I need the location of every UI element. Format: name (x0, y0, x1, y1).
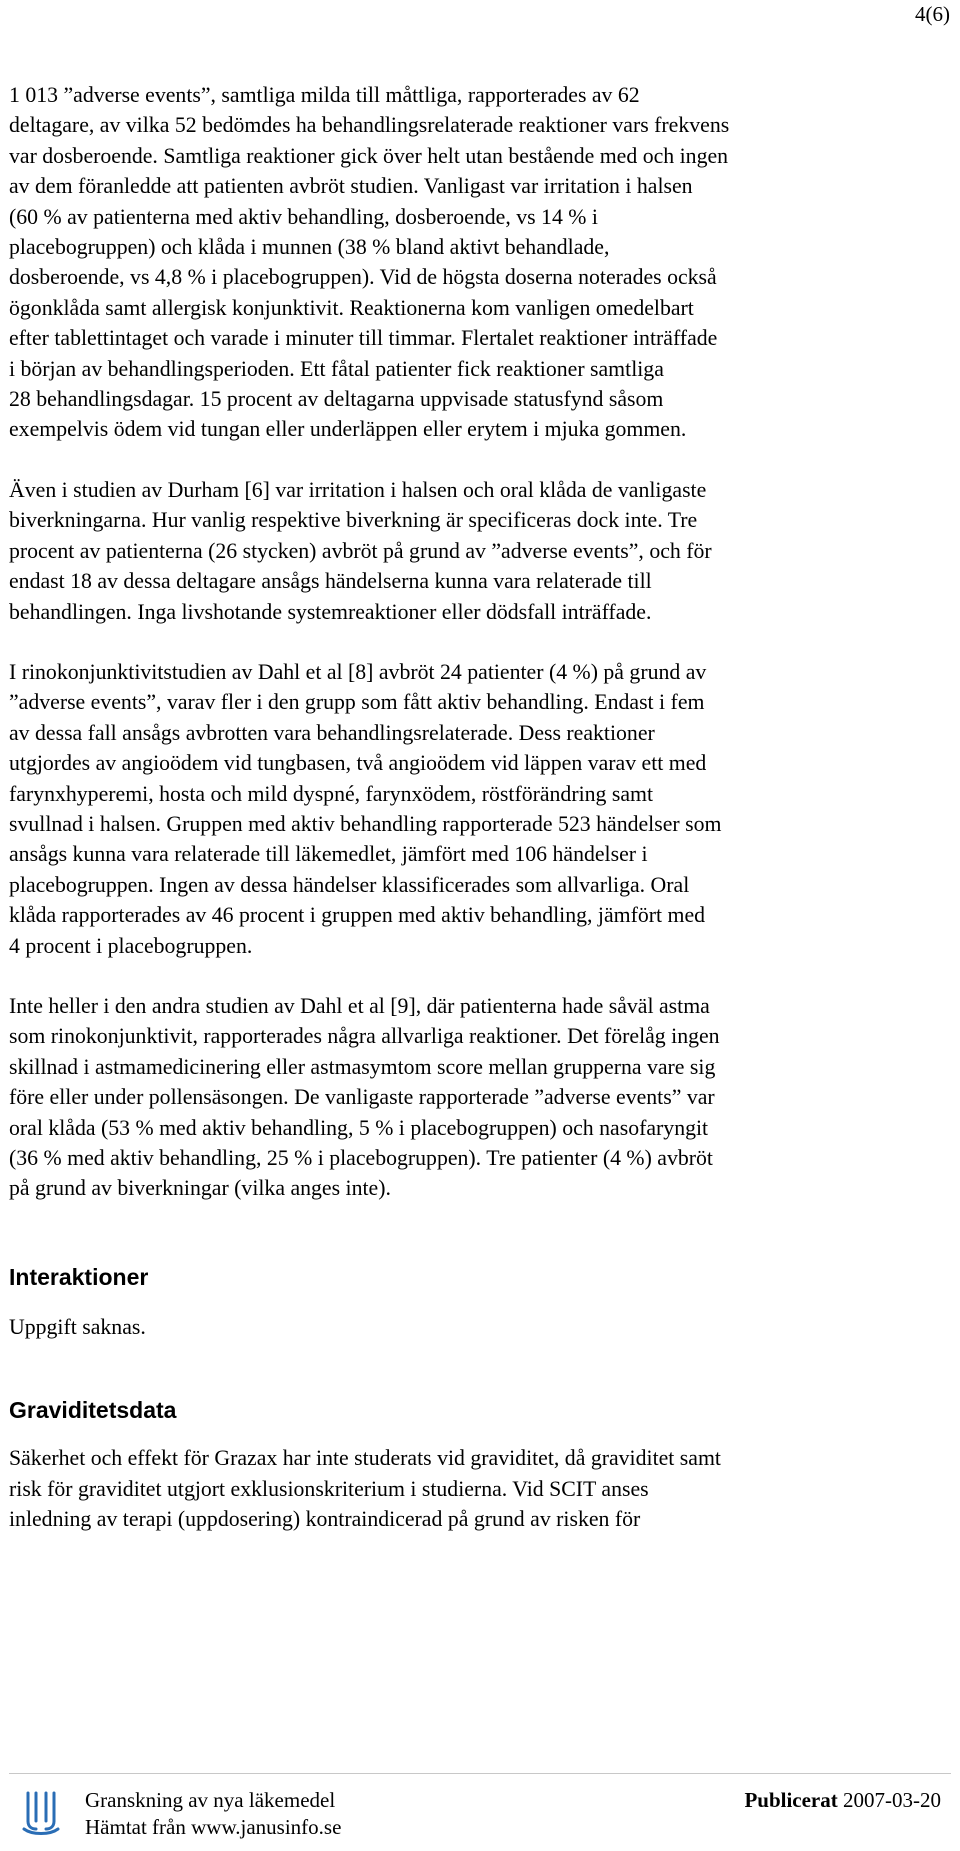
footer-published (744, 1787, 941, 1814)
published-label: Publicerat (744, 1788, 838, 1812)
page-number: 4(6) (915, 2, 950, 26)
text-interaktioner: Uppgift saknas. (9, 1314, 146, 1339)
paragraph-dahl-asthma: Inte heller i den andra studien av Dahl et al [9], där patienterna hade såväl astma som rinokonjunktivit, rapporterades några allvarliga reaktioner. Det förelåg ingen skillnad i astmamedicinering eller astmasymtom score mellan grupperna vare sig före eller under pollensäsongen. De vanligaste rapporterade ”adverse events” var oral klåda (53 % med aktiv behandling, 5 % i placebogruppen) och nasofaryngit (36 % med aktiv behandling, 25 % i placebogruppen). Tre patienter (4 %) avbröt på grund av biverkningar (vilka anges inte). (9, 993, 720, 1201)
footer-title: Granskning av nya läkemedel (85, 1788, 336, 1812)
footer-source (85, 1787, 341, 1841)
heading-graviditetsdata: Graviditetsdata (9, 1397, 177, 1424)
heading-interaktioner: Interaktioner (9, 1263, 149, 1290)
footer-url: Hämtat från www.janusinfo.se (85, 1815, 342, 1839)
text-graviditetsdata: Säkerhet och effekt för Grazax har inte studerats vid graviditet, då graviditet samt risk för graviditet utgjort exklusionskriterium i studierna. Vid SCIT anses inledning av terapi (uppdosering) kontraindicerad på grund av risken för (9, 1446, 721, 1532)
page-footer (9, 1787, 951, 1847)
published-date: 2007-03-20 (843, 1788, 941, 1812)
paragraph-dahl-rhinoconjunctivitis: I rinokonjunktivitstudien av Dahl et al [8] avbröt 24 patienter (4 %) på grund av ”adverse events”, varav fler i den grupp som fått aktiv behandling. Endast i fem av dessa fall ansågs avbrotten vara behandlingsrelaterade. Dess reaktioner utgjordes av angioödem vid tungbasen, två angioödem vid läppen varav ett med farynxhyperemi, hosta och mild dyspné, farynxödem, röstförändring samt svullnad i halsen. Gruppen med aktiv behandling rapporterade 523 händelser som ansågs kunna vara relaterade till läkemedlet, jämfört med 106 händelser i placebogruppen. Ingen av dessa händelser klassificerades som allvarliga. Oral klåda rapporterades av 46 procent i gruppen med aktiv behandling, jämfört med 4 procent i placebogruppen. (9, 659, 722, 958)
document-body (9, 80, 954, 1564)
footer-divider (9, 1773, 951, 1774)
janusinfo-logo-icon (22, 1791, 60, 1837)
paragraph-adverse-events: 1 013 ”adverse events”, samtliga milda till måttliga, rapporterades av 62 deltagare, av vilka 52 bedömdes ha behandlingsrelaterade reaktioner vars frekvens var dosberoende. Samtliga reaktioner gick över helt utan bestående med och ingen av dem föranledde att patienten avbröt studien. Vanligast var irritation i halsen (60 % av patienterna med aktiv behandling, dosberoende, vs 14 % i placebogruppen) och klåda i munnen (38 % bland aktivt behandlade, dosberoende, vs 4,8 % i placebogruppen). Vid de högsta doserna noterades också ögonklåda samt allergisk konjunktivit. Reaktionerna kom vanligen omedelbart efter tablettintaget och varade i minuter till timmar. Flertalet reaktioner inträffade i början av behandlingsperioden. Ett fåtal patienter fick reaktioner samtliga 28 behandlingsdagar. 15 procent av deltagarna uppvisade statusfynd såsom exempelvis ödem vid tungan eller underläppen eller erytem i mjuka gommen. (9, 83, 730, 442)
paragraph-durham-study: Även i studien av Durham [6] var irritation i halsen och oral klåda de vanligaste biverkningarna. Hur vanlig respektive biverkning är specificeras dock inte. Tre procent av patienterna (26 stycken) avbröt på grund av ”adverse events”, och för endast 18 av dessa deltagare ansågs händelserna kunna vara relaterade till behandlingen. Inga livshotande systemreaktioner eller dödsfall inträffade. (9, 477, 712, 624)
